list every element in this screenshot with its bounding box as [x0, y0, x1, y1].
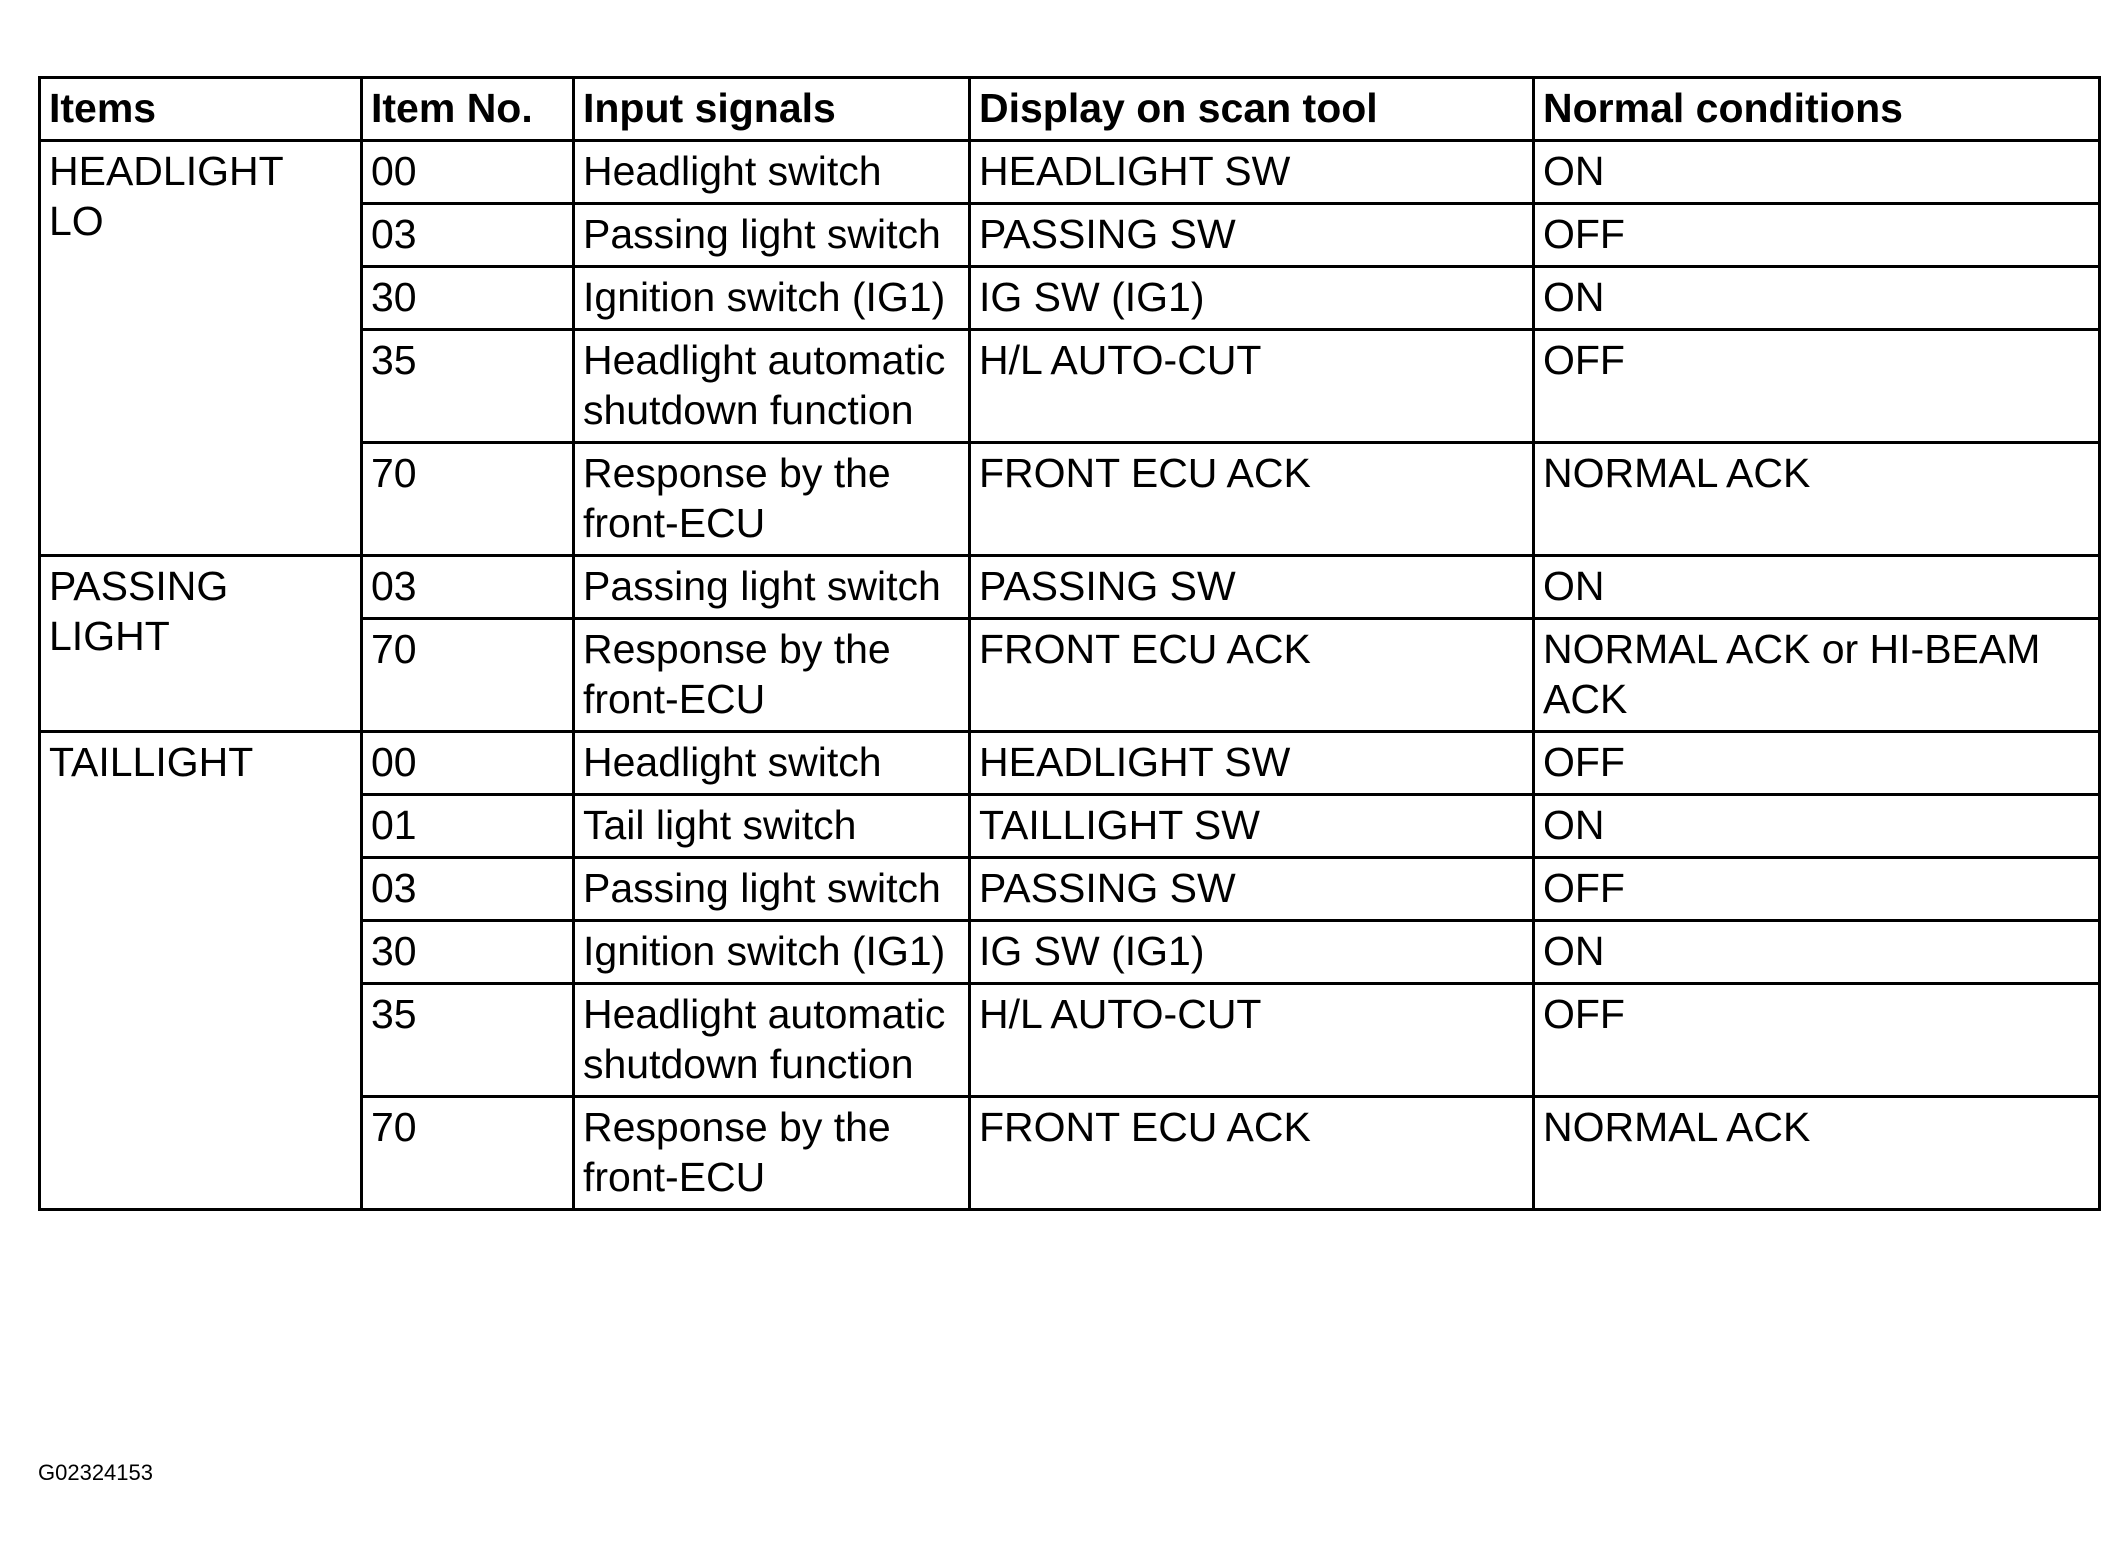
normal-condition-cell: ON — [1534, 141, 2100, 204]
input-signal-cell: Ignition switch (IG1) — [574, 267, 970, 330]
normal-condition-cell: NORMAL ACK — [1534, 443, 2100, 556]
normal-condition-cell: NORMAL ACK or HI-BEAM ACK — [1534, 619, 2100, 732]
scan-tool-display-cell: IG SW (IG1) — [970, 921, 1534, 984]
input-signal-cell: Ignition switch (IG1) — [574, 921, 970, 984]
scan-tool-display-cell: H/L AUTO-CUT — [970, 984, 1534, 1097]
normal-condition-cell: NORMAL ACK — [1534, 1097, 2100, 1210]
normal-condition-cell: ON — [1534, 267, 2100, 330]
scan-tool-display-cell: PASSING SW — [970, 858, 1534, 921]
scan-tool-display-cell: FRONT ECU ACK — [970, 619, 1534, 732]
item-no-cell: 30 — [362, 267, 574, 330]
item-group-cell — [40, 732, 362, 1210]
scan-tool-display-cell: FRONT ECU ACK — [970, 1097, 1534, 1210]
scan-tool-display-cell: PASSING SW — [970, 556, 1534, 619]
normal-condition-cell: OFF — [1534, 858, 2100, 921]
normal-condition-cell: OFF — [1534, 984, 2100, 1097]
input-signal-cell: Response by the front-ECU — [574, 619, 970, 732]
normal-condition-cell: ON — [1534, 556, 2100, 619]
scan-tool-display-cell: FRONT ECU ACK — [970, 443, 1534, 556]
item-no-cell: 35 — [362, 330, 574, 443]
diagnostic-data-table — [38, 76, 2101, 1211]
scan-tool-display-cell: TAILLIGHT SW — [970, 795, 1534, 858]
item-group-label-line: LO — [49, 198, 104, 244]
item-group-cell — [40, 141, 362, 556]
table-body — [40, 141, 2100, 1210]
column-header-items: Items — [40, 78, 362, 141]
input-signal-cell: Tail light switch — [574, 795, 970, 858]
item-group-cell — [40, 556, 362, 732]
input-signal-cell: Headlight automatic shutdown function — [574, 330, 970, 443]
item-no-cell: 03 — [362, 556, 574, 619]
item-group-label-line: LIGHT — [49, 613, 170, 659]
scan-tool-display-cell: HEADLIGHT SW — [970, 141, 1534, 204]
item-no-cell: 00 — [362, 141, 574, 204]
item-group-label-line: HEADLIGHT — [49, 148, 284, 194]
scan-tool-display-cell: H/L AUTO-CUT — [970, 330, 1534, 443]
normal-condition-cell: ON — [1534, 921, 2100, 984]
input-signal-cell: Headlight switch — [574, 732, 970, 795]
item-no-cell: 70 — [362, 1097, 574, 1210]
scan-tool-display-cell: HEADLIGHT SW — [970, 732, 1534, 795]
item-group-label-line: PASSING — [49, 563, 229, 609]
table-row — [40, 556, 2100, 619]
normal-condition-cell: OFF — [1534, 732, 2100, 795]
column-header-display-on-scan-tool: Display on scan tool — [970, 78, 1534, 141]
figure-id-caption: G02324153 — [38, 1460, 153, 1485]
input-signal-cell: Passing light switch — [574, 204, 970, 267]
input-signal-cell: Response by the front-ECU — [574, 1097, 970, 1210]
item-no-cell: 70 — [362, 443, 574, 556]
item-no-cell: 35 — [362, 984, 574, 1097]
table-header-row — [40, 78, 2100, 141]
input-signal-cell: Passing light switch — [574, 858, 970, 921]
input-signal-cell: Response by the front-ECU — [574, 443, 970, 556]
scan-tool-display-cell: IG SW (IG1) — [970, 267, 1534, 330]
item-no-cell: 01 — [362, 795, 574, 858]
scan-tool-display-cell: PASSING SW — [970, 204, 1534, 267]
item-no-cell: 03 — [362, 204, 574, 267]
normal-condition-cell: OFF — [1534, 204, 2100, 267]
table-row — [40, 141, 2100, 204]
column-header-item-no: Item No. — [362, 78, 574, 141]
column-header-input-signals: Input signals — [574, 78, 970, 141]
input-signal-cell: Headlight switch — [574, 141, 970, 204]
item-no-cell: 00 — [362, 732, 574, 795]
table-row — [40, 732, 2100, 795]
item-no-cell: 03 — [362, 858, 574, 921]
input-signal-cell: Headlight automatic shutdown function — [574, 984, 970, 1097]
item-group-label-line: TAILLIGHT — [49, 739, 254, 785]
normal-condition-cell: OFF — [1534, 330, 2100, 443]
item-no-cell: 30 — [362, 921, 574, 984]
input-signal-cell: Passing light switch — [574, 556, 970, 619]
item-no-cell: 70 — [362, 619, 574, 732]
column-header-normal-conditions: Normal conditions — [1534, 78, 2100, 141]
normal-condition-cell: ON — [1534, 795, 2100, 858]
